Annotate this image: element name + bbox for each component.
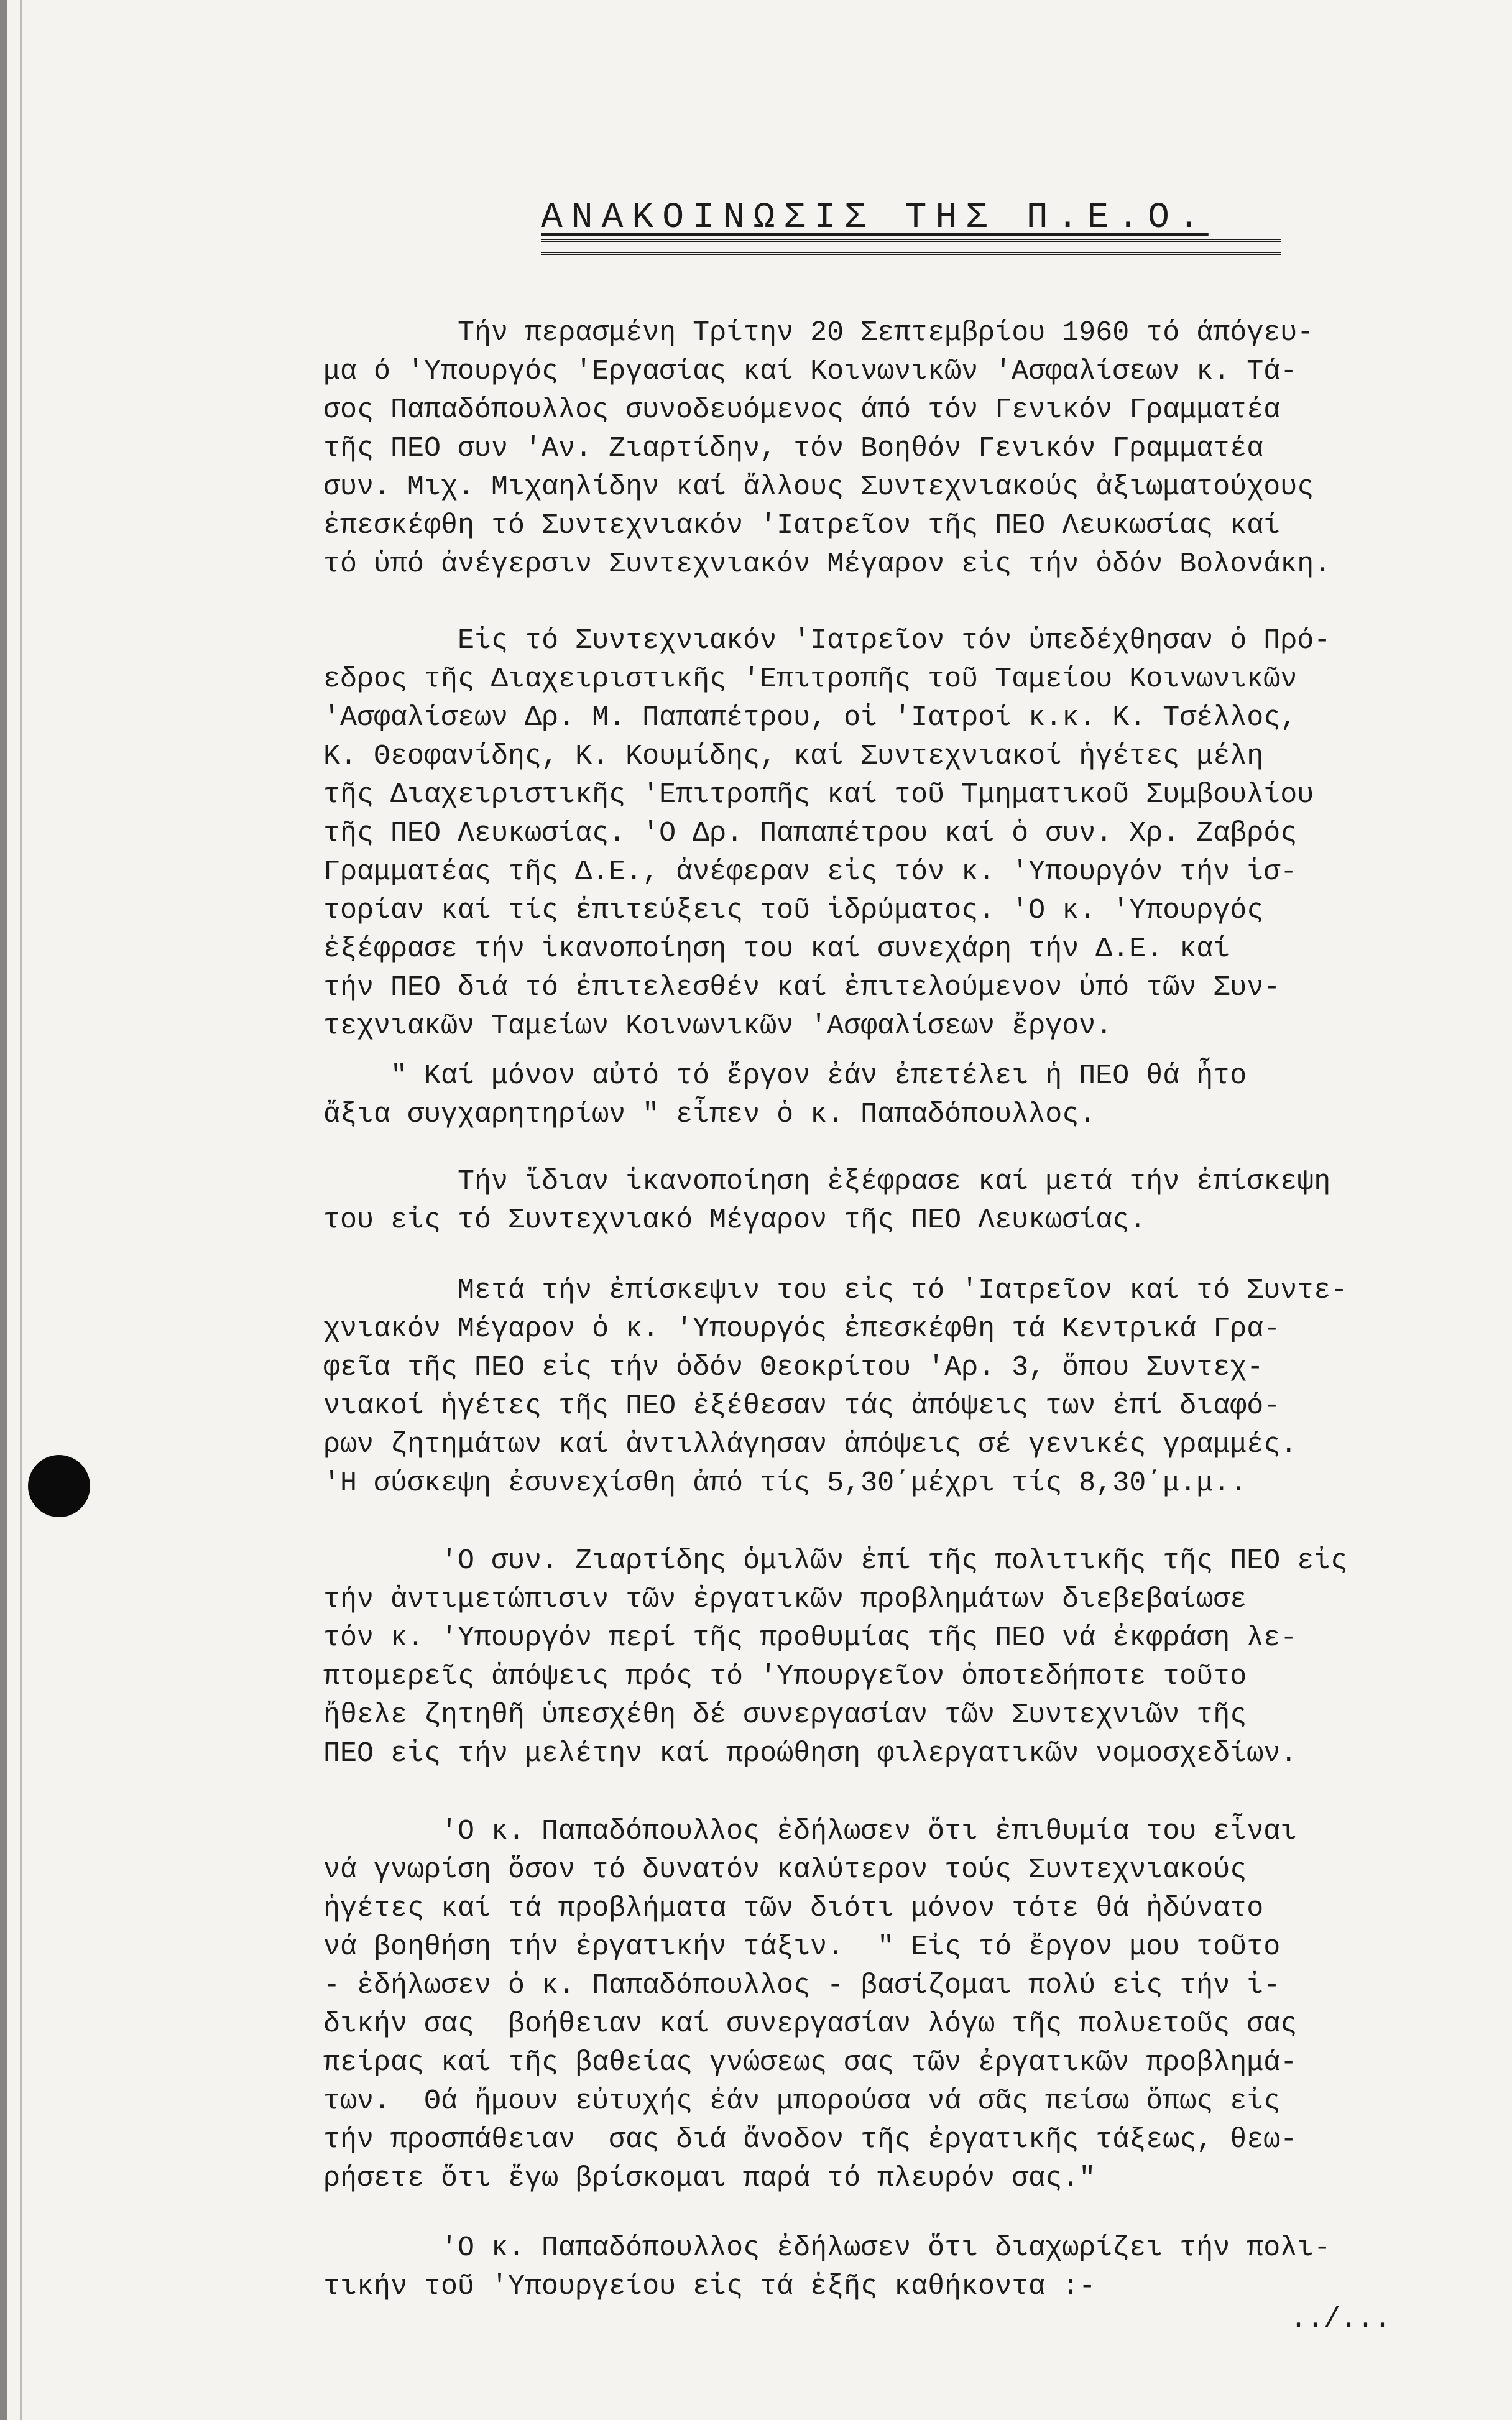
paragraph-6: 'Ο συν. Ζιαρτίδης ὁμιλῶν ἐπί τῆς πολιτικῆς τῆς ΠΕΟ εἰς τήν ἀντιμετώπισιν τῶν ἐργατικῶν προβλημάτων διεβεβαίωσε τόν κ. 'Υπουργόν περί τῆς προθυμίας τῆς ΠΕΟ νά ἐκφράση λε- πτομερεῖς ἀπόψεις πρός τό 'Υπουργεῖον ὁποτεδήποτε τοῦτο ἤθελε ζητηθῆ ὑπεσχέθη δέ συνεργασίαν τῶν Συντεχνιῶν τῆς ΠΕΟ εἰς τήν μελέτην καί προώθηση φιλεργατικῶν νομοσχεδίων.: [323, 1545, 1348, 1770]
page-edge-shadow: [0, 0, 7, 2420]
paragraph-5: Μετά τήν ἐπίσκεψιν του εἰς τό 'Ιατρεῖον καί τό Συντε- χνιακόν Μέγαρον ὁ κ. 'Υπουργός ἐπεσκέφθη τά Κεντρικά Γρα- φεῖα τῆς ΠΕΟ εἰς τήν ὁδόν Θεοκρίτου 'Αρ. 3, ὅπου Συντεχ- νιακοί ἡγέτες τῆς ΠΕΟ ἐξέθεσαν τάς ἀπόψεις των ἐπί διαφό- ρων ζητημάτων καί ἀντιλλάγησαν ἀπόψεις σέ γενικές γραμμές. 'Η σύσκεψη ἐσυνεχίσθη ἀπό τίς 5,30΄μέχρι τίς 8,30΄μ.μ..: [323, 1275, 1348, 1499]
page-edge-line: [20, 0, 22, 2420]
paragraph-4: Τήν ἴδιαν ἱκανοποίηση ἐξέφρασε καί μετά τήν ἐπίσκεψη του εἰς τό Συντεχνιακό Μέγαρον τῆς ΠΕΟ Λευκωσίας.: [323, 1166, 1331, 1236]
continuation-mark: ../...: [1290, 2304, 1391, 2335]
paragraph-7: 'Ο κ. Παπαδόπουλλος ἐδήλωσεν ὅτι ἐπιθυμία του εἶναι νά γνωρίση ὅσον τό δυνατόν καλύτερον τούς Συντεχνιακούς ἡγέτες καί τά προβλήματα τῶν διότι μόνον τότε θά ἠδύνατο νά βοηθήση τήν ἐργατικήν τάξιν. " Εἰς τό ἔργον μου τοῦτο - ἐδήλωσεν ὁ κ. Παπαδόπουλλος - βασίζομαι πολύ εἰς τήν ἰ- δικήν σας βοήθειαν καί συνεργασίαν λόγω τῆς πολυετοῦς σας πείρας καί τῆς βαθείας γνώσεως σας τῶν ἐργατικῶν προβλημά- των. Θά ἤμουν εὐτυχής ἐάν μπορούσα νά σᾶς πείσω ὅπως εἰς τήν προσπάθειαν σας διά ἄνοδον τῆς ἐργατικῆς τάξεως, θεω- ρήσετε ὅτι ἔγω βρίσκομαι παρά τό πλευρόν σας.": [323, 1816, 1298, 2194]
paragraph-2: Εἰς τό Συντεχνιακόν 'Ιατρεῖον τόν ὑπεδέχθησαν ὁ Πρό- εδρος τῆς Διαχειριστικῆς 'Επιτροπῆς τοῦ Ταμείου Κοινωνικῶν 'Ασφαλίσεων Δρ. Μ. Παπαπέτρου, οἱ 'Ιατροί κ.κ. Κ. Τσέλλος, Κ. Θεοφανίδης, Κ. Κουμίδης, καί Συντεχνιακοί ἡγέτες μέλη τῆς Διαχειριστικῆς 'Επιτροπῆς καί τοῦ Τμηματικοῦ Συμβουλίου τῆς ΠΕΟ Λευκωσίας. 'Ο Δρ. Παπαπέτρου καί ὁ συν. Χρ. Ζαβρός Γραμματέας τῆς Δ.Ε., ἀνέφεραν εἰς τόν κ. 'Υπουργόν τήν ἱσ- τορίαν καί τίς ἐπιτεύξεις τοῦ ἱδρύματος. 'Ο κ. 'Υπουργός ἐξέφρασε τήν ἱκανοποίηση του καί συνεχάρη τήν Δ.Ε. καί τήν ΠΕΟ διά τό ἐπιτελεσθέν καί ἐπιτελούμενον ὑπό τῶν Συν- τεχνιακῶν Ταμείων Κοινωνικῶν 'Ασφαλίσεων ἔργον.: [323, 625, 1331, 1042]
paragraph-8: 'Ο κ. Παπαδόπουλλος ἐδήλωσεν ὅτι διαχωρίζει τήν πολι- τικήν τοῦ 'Υπουργείου εἰς τά ἑξῆς καθήκοντα :-: [323, 2232, 1331, 2302]
title-double-rule: [541, 239, 1281, 255]
paragraph-3: " Καί μόνον αὐτό τό ἔργον ἐάν ἐπετέλει ἡ ΠΕΟ θά ἦτο ἄξια συγχαρητηρίων " εἶπεν ὁ κ. Παπαδόπουλλος.: [323, 1060, 1247, 1130]
punch-hole: [28, 1455, 90, 1517]
document-title: ΑΝΑΚΟΙΝΩΣΙΣ ΤΗΣ Π.Ε.Ο.: [541, 198, 1209, 238]
paragraph-1: Τήν περασμένη Τρίτην 20 Σεπτεμβρίου 1960 τό άπόγευ- μα ό 'Υπουργός 'Εργασίας καί Κοινωνικῶν 'Ασφαλίσεων κ. Τά- σος Παπαδόπουλλος συνοδευόμενος άπό τόν Γενικόν Γραμματέα τῆς ΠΕΟ συν 'Αν. Ζιαρτίδην, τόν Βοηθόν Γενικόν Γραμματέα συν. Μιχ. Μιχαηλίδην καί ἄλλους Συντεχνιακούς ἀξιωματούχους ἐπεσκέφθη τό Συντεχνιακόν 'Ιατρεῖον τῆς ΠΕΟ Λευκωσίας καί τό ὑπό ἀνέγερσιν Συντεχνιακόν Μέγαρον εἰς τήν ὁδόν Βολονάκη.: [323, 317, 1331, 580]
